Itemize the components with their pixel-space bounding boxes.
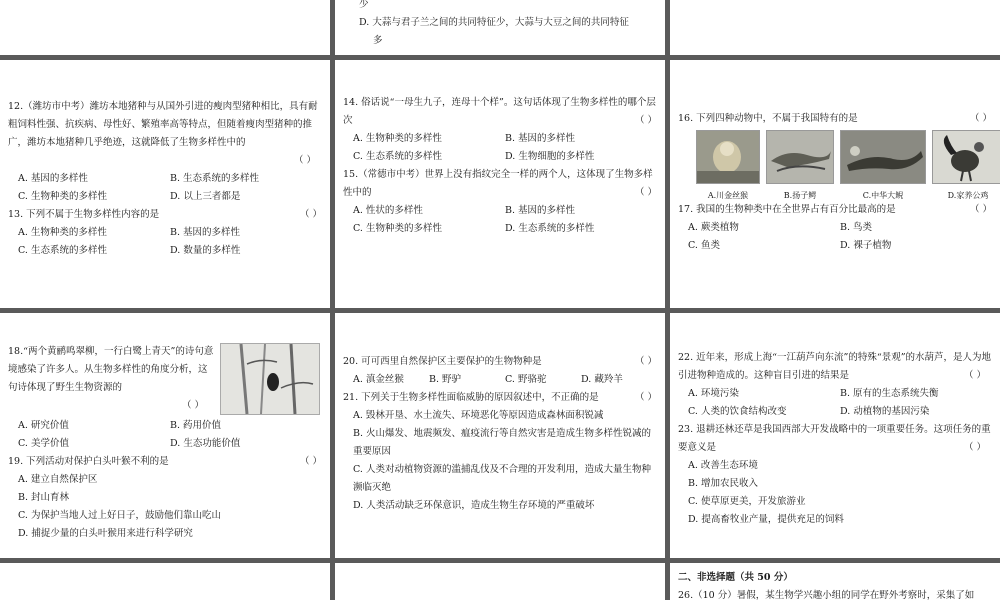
q21-option-d[interactable]: D. 人类活动缺乏环保意识，造成生物生存环境的严重破坏 (353, 500, 595, 511)
q22-options-ab (678, 385, 992, 403)
q18-stem: 18.“两个黄鹂鸣翠柳，一行白鹭上青天”的诗句意境感染了许多人。从生物多样性的角度分析，这句诗体现了野生生物资源的 (8, 346, 214, 393)
q19-stem: 19. 下列活动对保护白头叶猴不利的是 （ ） (8, 453, 322, 471)
q13-paren: （ ） (299, 209, 322, 220)
q17-option-d[interactable]: D. 裸子植物 (840, 240, 892, 251)
page-q20-21 (335, 313, 665, 558)
q23-paren: （ ） (963, 442, 986, 453)
q11-tail-line3: 多 (373, 35, 383, 46)
q17-option-c[interactable]: C. 鱼类 (688, 240, 720, 251)
q17-option-a[interactable]: A. 蕨类植物 (688, 222, 739, 233)
q22-option-d[interactable]: D. 动植物的基因污染 (840, 406, 930, 417)
q13-stem: 13. 下列不属于生物多样性内容的是 （ ） (8, 206, 322, 224)
q14-option-c[interactable]: C. 生态系统的多样性 (353, 151, 442, 162)
q15-option-d[interactable]: D. 生态系统的多样性 (505, 223, 595, 234)
q11-option-d: D. 大蒜与君子兰之间的共同特征少，大蒜与大豆之间的共同特征 (359, 17, 629, 28)
q18-options-ab (8, 417, 322, 435)
q16-caption-d: D.家养公鸡 (947, 191, 989, 200)
q22-options-cd (678, 403, 992, 421)
q18-option-b[interactable]: B. 药用价值 (170, 420, 222, 431)
page-bottom-left (0, 563, 330, 600)
page-q16-17 (670, 60, 1000, 308)
q17-paren: （ ） (969, 204, 992, 215)
q23-option-d[interactable]: D. 提高畜牧业产量，提供充足的饲料 (688, 514, 844, 525)
q20-stem: 20. 可可西里自然保护区主要保护的生物物种是 （ ） (343, 353, 657, 371)
q20-option-a[interactable]: A. 滇金丝猴 (353, 374, 404, 385)
alligator-image (766, 130, 834, 184)
q17-option-b[interactable]: B. 鸟类 (840, 222, 873, 233)
q12-stem: 12.（潍坊市中考）潍坊本地猪种与从国外引进的瘦肉型猪种相比，具有耐粗饲料性强、抗疾病、母性好、繁殖率高等特点，但随着瘦肉型猪种的推广，潍坊本地猪种几乎绝迹，这就降低了生物多样性中的 (8, 101, 318, 148)
q18-options-cd (8, 435, 322, 453)
q21-option-c[interactable]: C. 人类对动植物资源的滥捕乱伐及不合理的开发利用，造成大量生物种濒临灭绝 (353, 464, 651, 493)
q16-option-d[interactable] (932, 130, 1000, 201)
rooster-image (932, 130, 1000, 184)
q17-stem: 17. 我国的生物种类中在全世界占有百分比最高的是 （ ） (678, 201, 992, 219)
q13-options-cd (8, 242, 322, 260)
q18-option-d[interactable]: D. 生态功能价值 (170, 438, 241, 449)
q20-option-c[interactable]: C. 野骆驼 (505, 374, 547, 385)
q17-options-ab (678, 219, 992, 237)
q12-options-ab (8, 170, 322, 188)
q22-option-b[interactable]: B. 原有的生态系统失衡 (840, 388, 939, 399)
q13-option-b[interactable]: B. 基因的多样性 (170, 227, 241, 238)
q16-option-a[interactable] (696, 130, 760, 201)
bamboo-bird-image (220, 343, 320, 415)
q23-option-b[interactable]: B. 增加农民收入 (688, 478, 759, 489)
page-top-right (670, 0, 1000, 55)
q16-caption-c: C.中华大鲵 (862, 191, 904, 200)
section-2-title: 二、非选择题（共 50 分） (678, 572, 793, 583)
q15-options-cd (343, 220, 657, 238)
q16-caption-b: B.扬子鳄 (783, 191, 817, 200)
q21-paren: （ ） (634, 392, 657, 403)
q13-option-d[interactable]: D. 数量的多样性 (170, 245, 241, 256)
q14-stem: 14. 俗话说“一母生九子，连母十个样”。这句话体现了生物多样性的哪个层次 （ ） (343, 94, 657, 130)
q18-paren: （ ） (182, 400, 205, 411)
q12-options-cd (8, 188, 322, 206)
q16-caption-a: A.川金丝猴 (707, 191, 749, 200)
q18-option-c[interactable]: C. 美学价值 (18, 438, 69, 449)
q19-option-a[interactable]: A. 建立自然保护区 (18, 474, 98, 485)
page-q22-23 (670, 313, 1000, 558)
q14-option-b[interactable]: B. 基因的多样性 (505, 133, 576, 144)
q12-option-a[interactable]: A. 基因的多样性 (18, 173, 88, 184)
q22-option-a[interactable]: A. 环境污染 (688, 388, 739, 399)
page-q14-15 (335, 60, 665, 308)
page-top-mid (335, 0, 665, 55)
q15-options-ab (343, 202, 657, 220)
q23-option-c[interactable]: C. 使草原更美，开发旅游业 (688, 496, 806, 507)
q19-option-b[interactable]: B. 封山育林 (18, 492, 70, 503)
q15-option-c[interactable]: C. 生物种类的多样性 (353, 223, 442, 234)
q18-option-a[interactable]: A. 研究价值 (18, 420, 69, 431)
q14-option-a[interactable]: A. 生物种类的多样性 (353, 133, 442, 144)
q16-stem: 16. 下列四种动物中，不属于我国特有的是 （ ） (678, 110, 992, 128)
q14-option-d[interactable]: D. 生物细胞的多样性 (505, 151, 595, 162)
page-section-2 (670, 563, 1000, 600)
q16-paren: （ ） (969, 113, 992, 124)
q19-option-d[interactable]: D. 捕捉少量的白头叶猴用来进行科学研究 (18, 528, 193, 539)
q21-stem: 21. 下列关于生物多样性面临威胁的原因叙述中，不正确的是 （ ） (343, 389, 657, 407)
q11-tail-line1: 少 (359, 0, 369, 10)
q20-option-d[interactable]: D. 藏羚羊 (581, 374, 623, 385)
q26-stem: 26.（10 分）暑假，某生物学兴趣小组的同学在野外考察时，采集了如 (678, 590, 975, 600)
q22-paren: （ ） (963, 370, 986, 381)
q15-stem: 15.（常德市中考）世界上没有指纹完全一样的两个人，这体现了生物多样性中的 （ ） (343, 166, 657, 202)
q20-option-b[interactable]: B. 野驴 (429, 374, 462, 385)
q14-paren: （ ） (634, 115, 657, 126)
q15-option-a[interactable]: A. 性状的多样性 (353, 205, 423, 216)
q22-option-c[interactable]: C. 人类的饮食结构改变 (688, 406, 787, 417)
golden-monkey-image (696, 130, 760, 184)
q12-option-d[interactable]: D. 以上三者都是 (170, 191, 241, 202)
page-q18-19 (0, 313, 330, 558)
q21-option-b[interactable]: B. 火山爆发、地震频发、瘟疫流行等自然灾害是造成生物多样性锐减的重要原因 (353, 428, 652, 457)
q13-option-a[interactable]: A. 生物种类的多样性 (18, 227, 107, 238)
q12-option-c[interactable]: C. 生物种类的多样性 (18, 191, 107, 202)
giant-salamander-image (840, 130, 926, 184)
q23-option-a[interactable]: A. 改善生态环境 (688, 460, 758, 471)
q12-option-b[interactable]: B. 生态系统的多样性 (170, 173, 260, 184)
page-bottom-mid (335, 563, 665, 600)
q13-option-c[interactable]: C. 生态系统的多样性 (18, 245, 107, 256)
q12-paren: （ ） (293, 155, 316, 166)
page-top-left (0, 0, 330, 55)
q19-option-c[interactable]: C. 为保护当地人过上好日子，鼓励他们靠山吃山 (18, 510, 221, 521)
q14-options-ab (343, 130, 657, 148)
q16-option-c[interactable] (840, 130, 926, 201)
q17-options-cd (678, 237, 992, 255)
page-q12-13 (0, 60, 330, 308)
q15-option-b[interactable]: B. 基因的多样性 (505, 205, 576, 216)
q13-options-ab (8, 224, 322, 242)
q19-paren: （ ） (299, 456, 322, 467)
q23-stem: 23. 退耕还林还草是我国西部大开发战略中的一项重要任务。这项任务的重要意义是 (678, 424, 991, 453)
q16-image-row (678, 130, 992, 201)
q20-options (343, 371, 657, 389)
q14-options-cd (343, 148, 657, 166)
q16-option-b[interactable] (766, 130, 834, 201)
q22-stem: 22. 近年来，形成上海“一江葫芦向东流”的特殊“景观”的水葫芦，是人为地引进物种造成的。这种盲目引进的结果是 (678, 352, 992, 381)
q21-option-a[interactable]: A. 毁林开垦、水土流失、环境恶化等原因造成森林面积锐减 (353, 410, 604, 421)
q20-paren: （ ） (634, 356, 657, 367)
q15-paren: （ ） (634, 187, 657, 198)
